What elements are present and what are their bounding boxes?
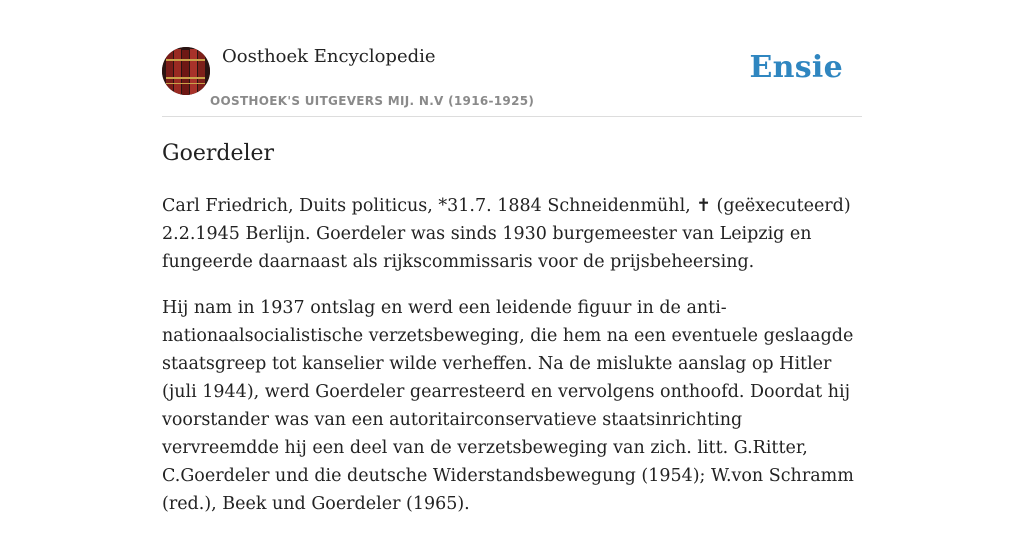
article-paragraph: Carl Friedrich, Duits politicus, *31.7. 1884 Schneidenmühl, ✝ (geëxecuteerd) 2.2.1945 Berlijn. Goerdeler was sinds 1930 burgemeester van Leipzig en fungeerde daarnaast als rijkscommissaris voor de prijsbeheersing. — [162, 196, 851, 272]
source-avatar[interactable] — [162, 47, 210, 95]
article-card — [162, 0, 862, 514]
book-spines-icon — [162, 47, 210, 95]
article-body — [162, 192, 862, 536]
ensie-logo[interactable]: Ensie — [749, 50, 843, 85]
source-publisher: OOSTHOEK'S UITGEVERS MIJ. N.V (1916-1925) — [210, 94, 535, 108]
article-paragraph: Hij nam in 1937 ontslag en werd een leidende figuur in de anti-nationaalsocialistische verzetsbeweging, die hem na een eventuele geslaagde staatsgreep tot kanselier wilde verheffen. Na de mislukte aanslag op Hitler (juli 1944), werd Goerdeler gearresteerd en vervolgens onthoofd. Doordat hij voorstander was van een autoritairconservatieve staatsinrichting vervreemdde hij een deel van de verzetsbeweging van zich. litt. G.Ritter, C.Goerdeler und die deutsche Widerstandsbewegung (1954); W.von Schramm (red.), Beek und Goerdeler (1965). — [162, 298, 854, 514]
source-title[interactable]: Oosthoek Encyclopedie — [222, 46, 436, 67]
article-title: Goerdeler — [162, 141, 275, 166]
source-header — [162, 0, 862, 117]
